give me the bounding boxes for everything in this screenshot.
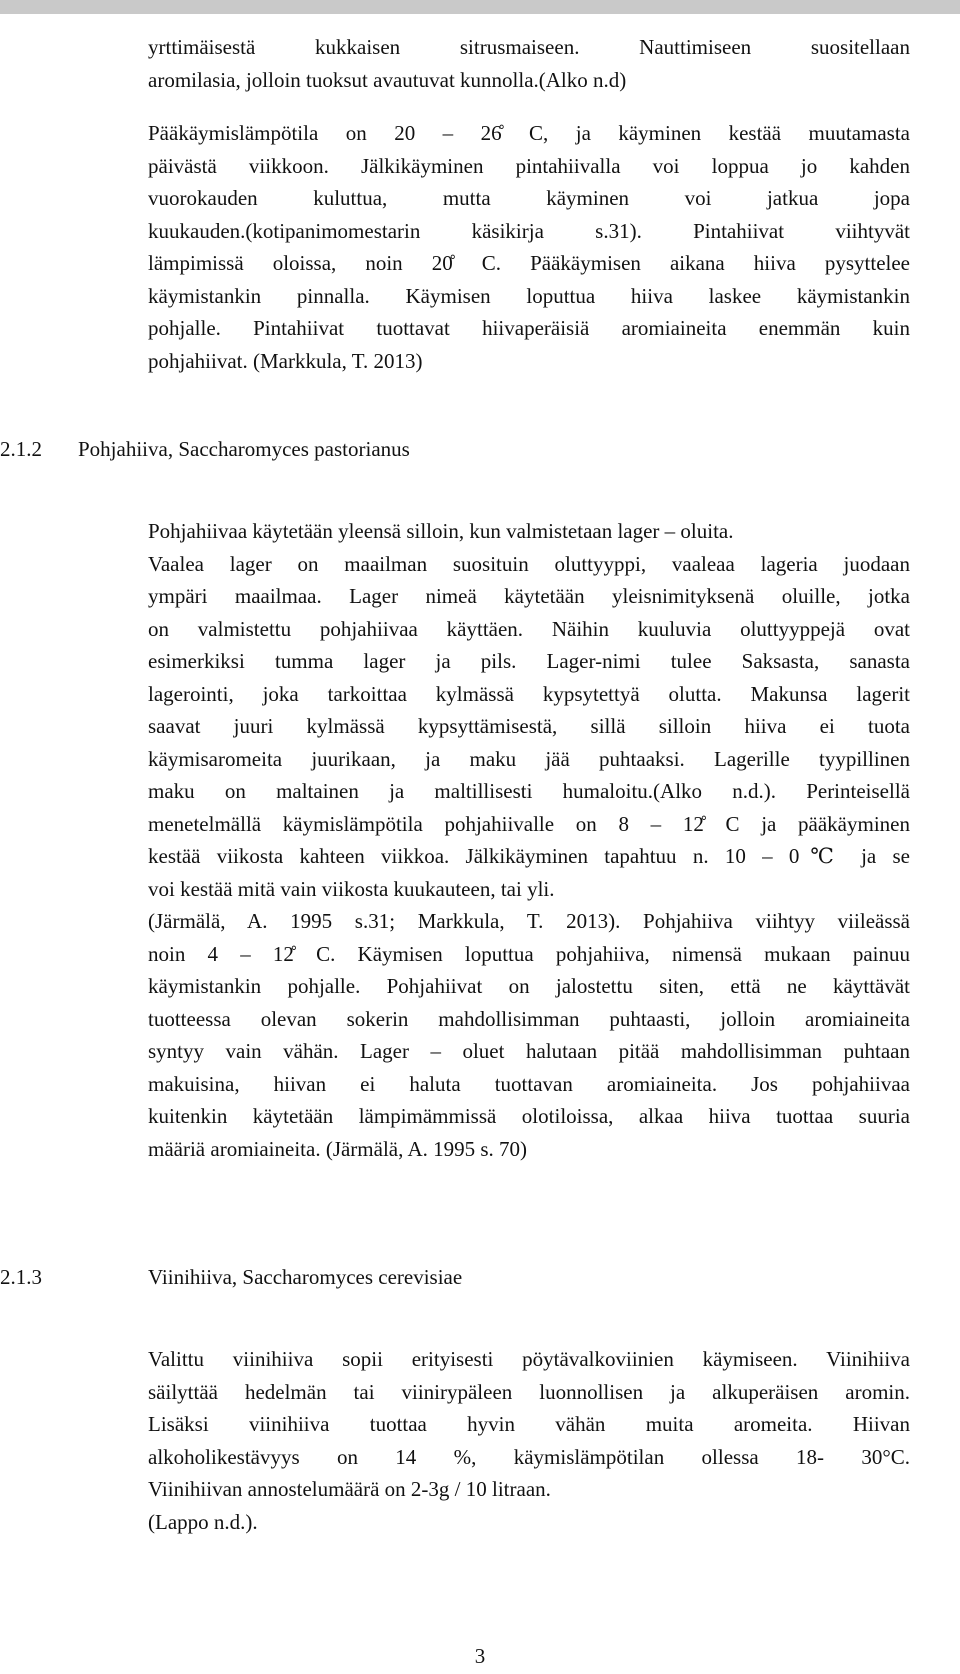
text-line: makuisina, hiivan ei haluta tuottavan aromiaineita. Jos pohjahiivaa: [148, 1071, 910, 1096]
text-line: Lisäksi viinihiiva tuottaa hyvin vähän muita aromeita. Hiivan: [148, 1412, 910, 1436]
text-line: lämpimissä oloissa, noin 20̊ C. Pääkäymisen aikana hiiva pysyttelee: [148, 251, 910, 275]
section-number: 2.1.3: [0, 1265, 42, 1289]
section-title: Pohjahiiva, Saccharomyces pastorianus: [78, 437, 410, 461]
text-line: voi kestää mitä vain viikosta kuukauteen, tai yli.: [148, 876, 555, 901]
text-line: Pohjahiivaa käytetään yleensä silloin, kun valmistetaan lager – oluita.: [148, 519, 734, 543]
text-line: ympäri maailmaa. Lager nimeä käytetään yleisnimityksenä oluille, jotka: [148, 584, 910, 608]
text-line: yrttimäisestä kukkaisen sitrusmaiseen. Nauttimiseen suositellaan: [148, 35, 910, 59]
text-line: pohjalle. Pintahiivat tuottavat hiivaperäisiä aromiaineita enemmän kuin: [148, 316, 910, 340]
paragraph-section-2-1-3: [148, 1343, 910, 1538]
text-line: määriä aromiaineita. (Järmälä, A. 1995 s. 70): [148, 1136, 528, 1161]
text-line: on valmistettu pohjahiivaa käyttäen. Näihin kuuluvia oluttyyppejä ovat: [148, 616, 910, 641]
paragraph-section-2-1-2: [148, 515, 910, 1165]
text-line: alkoholikestävyys on 14 %, käymislämpötilan ollessa 18- 30°C.: [148, 1444, 910, 1469]
paragraph-intro-2: [148, 117, 910, 377]
text-line: pohjahiivat. (Markkula, T. 2013): [148, 348, 423, 373]
text-line: aromilasia, jolloin tuoksut avautuvat kunnolla.(Alko n.d): [148, 67, 627, 92]
text-line: tuotteessa olevan sokerin mahdollisimman puhtaasti, jolloin aromiaineita: [148, 1006, 910, 1031]
text-line: (Järmälä, A. 1995 s.31; Markkula, T. 2013). Pohjahiiva viihtyy viileässä: [148, 909, 910, 933]
text-line: lagerointi, joka tarkoittaa kylmässä kypsytettyä olutta. Makunsa lagerit: [148, 681, 910, 706]
section-title: Viinihiiva, Saccharomyces cerevisiae: [148, 1265, 463, 1289]
paragraph-intro-1: [148, 31, 910, 96]
text-line: käymistankin pinnalla. Käymisen loputtua hiiva laskee käymistankin: [148, 283, 910, 308]
text-line: kuitenkin käytetään lämpimämmissä olotiloissa, alkaa hiiva tuottaa suuria: [148, 1104, 910, 1128]
text-line: Vaalea lager on maailman suosituin oluttyyppi, vaaleaa lageria juodaan: [148, 551, 910, 576]
section-number: 2.1.2: [0, 437, 42, 461]
text-line: käymistankin pohjalle. Pohjahiivat on jalostettu siten, että ne käyttävät: [148, 974, 910, 998]
text-line: (Lappo n.d.).: [148, 1509, 258, 1534]
text-line: kuukauden.(kotipanimomestarin käsikirja s.31). Pintahiivat viihtyvät: [148, 218, 910, 243]
text-line: maku on maltainen ja maltillisesti humaloitu.(Alko n.d.). Perinteisellä: [148, 779, 910, 803]
text-line: noin 4 – 12̊ C. Käymisen loputtua pohjahiiva, nimensä mukaan painuu: [148, 941, 910, 966]
text-line: Viinihiivan annostelumäärä on 2-3g / 10 litraan.: [148, 1477, 551, 1501]
text-line: säilyttää hedelmän tai viinirypäleen luonnollisen ja alkuperäisen aromin.: [148, 1379, 910, 1404]
text-line: käymisaromeita juurikaan, ja maku jää puhtaaksi. Lagerille tyypillinen: [148, 746, 910, 771]
text-line: vuorokauden kuluttua, mutta käyminen voi jatkua jopa: [148, 186, 910, 210]
text-line: kestää viikosta kahteen viikkoa. Jälkikäyminen tapahtuu n. 10 – 0℃ ja se: [148, 844, 910, 868]
text-line: Pääkäymislämpötila on 20 – 26̊ C, ja käyminen kestää muutamasta: [148, 121, 910, 145]
text-line: syntyy vain vähän. Lager – oluet halutaan pitää mahdollisimman puhtaan: [148, 1039, 910, 1063]
text-line: esimerkiksi tumma lager ja pils. Lager-nimi tulee Saksasta, sanasta: [148, 649, 910, 673]
text-line: päivästä viikkoon. Jälkikäyminen pintahiivalla voi loppua jo kahden: [148, 153, 910, 178]
text-line: Valittu viinihiiva sopii erityisesti pöytävalkoviinien käymiseen. Viinihiiva: [148, 1347, 910, 1371]
page-number: 3: [474, 1644, 486, 1668]
text-line: menetelmällä käymislämpötila pohjahiivalle on 8 – 12̊ C ja pääkäyminen: [148, 811, 910, 836]
page-top-edge: [0, 0, 960, 14]
text-line: saavat juuri kylmässä kypsyttämisestä, sillä silloin hiiva ei tuota: [148, 714, 910, 738]
